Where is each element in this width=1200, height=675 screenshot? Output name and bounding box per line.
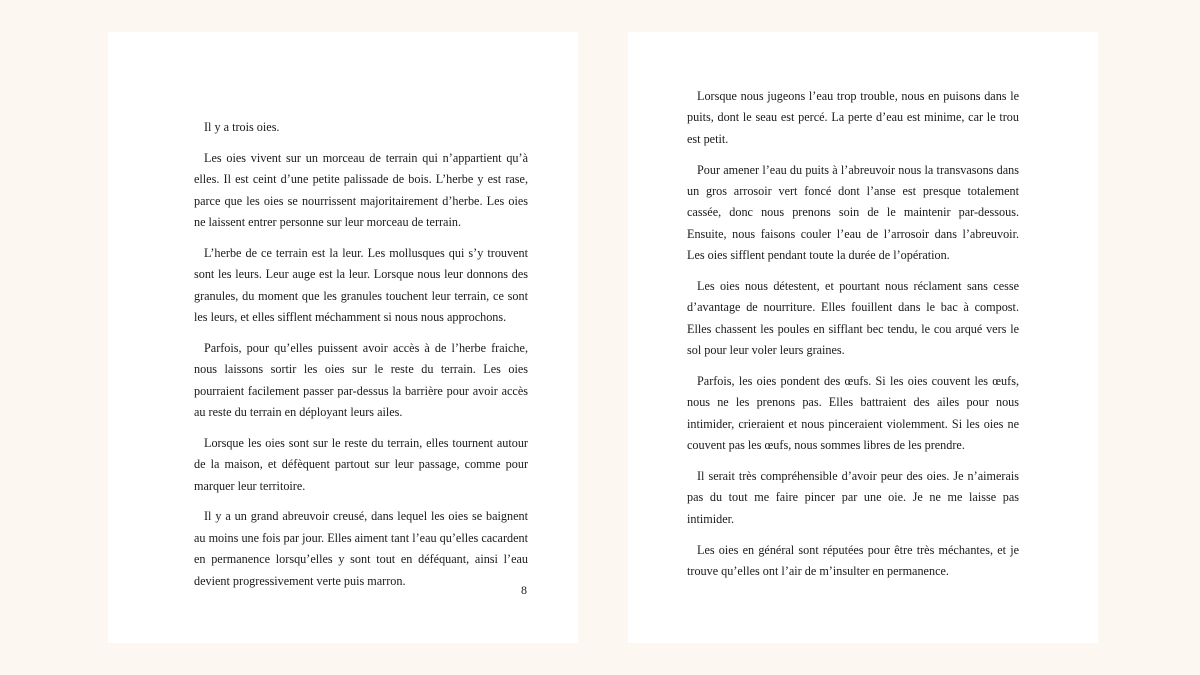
left-page-text xyxy=(194,117,528,601)
right-page-text xyxy=(687,86,1019,592)
paragraph: Les oies vivent sur un morceau de terrain qui n’appartient qu’à elles. Il est ceint d’une petite palissade de bois. L’herbe y est rase, parce que les oies se nourrissent majoritairement d’herbe. Les oies ne laissent entrer personne sur leur morceau de terrain. xyxy=(194,150,528,230)
paragraph: Il serait très compréhensible d’avoir peur des oies. Je n’aimerais pas du tout me faire pincer par une oie. Je ne me laisse pas intimider. xyxy=(687,469,1019,526)
paragraph: Les oies en général sont réputées pour être très méchantes, et je trouve qu’elles ont l’air de m’insulter en permanence. xyxy=(687,542,1019,579)
right-page xyxy=(628,32,1098,643)
paragraph: Les oies nous détestent, et pourtant nous réclament sans cesse d’avantage de nourriture. Elles fouillent dans le bac à compost. Elles chassent les poules en sifflant bec tendu, le cou arqué vers le sol pour leur voler leurs graines. xyxy=(687,279,1019,358)
paragraph: Lorsque nous jugeons l’eau trop trouble, nous en puisons dans le puits, dont le seau est percé. La perte d’eau est minime, car le trou est petit. xyxy=(687,89,1019,146)
paragraph: Parfois, les oies pondent des œufs. Si les oies couvent les œufs, nous ne les prenons pas. Elles battraient des ailes pour nous intimider, crieraient et nous pinceraient violemment. Si les oies ne couvent pas les œufs, nous sommes libres de les prendre. xyxy=(687,374,1019,453)
paragraph: Il y a un grand abreuvoir creusé, dans lequel les oies se baignent au moins une fois par jour. Elles aiment tant l’eau qu’elles cacardent en permanence lorsqu’elles y sont tout en déféquant, ainsi l’eau devient progressivement verte puis marron. xyxy=(194,509,528,588)
paragraph: Parfois, pour qu’elles puissent avoir accès à de l’herbe fraiche, nous laissons sortir les oies sur le reste du terrain. Les oies pourraient facilement passer par-dessus la barrière pour avoir accès au reste du terrain en déployant leurs ailes. xyxy=(194,340,528,420)
left-page xyxy=(108,32,578,643)
page-number: 8 xyxy=(521,583,527,597)
paragraph: Lorsque les oies sont sur le reste du terrain, elles tournent autour de la maison, et défèquent partout sur leur passage, comme pour marquer leur territoire. xyxy=(194,435,528,493)
paragraph: L’herbe de ce terrain est la leur. Les mollusques qui s’y trouvent sont les leurs. Leur auge est la leur. Lorsque nous leur donnons des granules, du moment que les granules touchent leur terrain, ce sont les leurs, et elles sifflent méchamment si nous nous approchons. xyxy=(194,245,528,325)
paragraph: Pour amener l’eau du puits à l’abreuvoir nous la transvasons dans un gros arrosoir vert foncé dont l’anse est presque totalement cassée, donc nous prenons soin de le maintenir par-dessous. Ensuite, nous faisons couler l’eau de l’arrosoir dans l’abreuvoir. Les oies sifflent pendant toute la durée de l’opération. xyxy=(687,162,1019,263)
paragraph: Il y a trois oies. xyxy=(204,120,280,134)
